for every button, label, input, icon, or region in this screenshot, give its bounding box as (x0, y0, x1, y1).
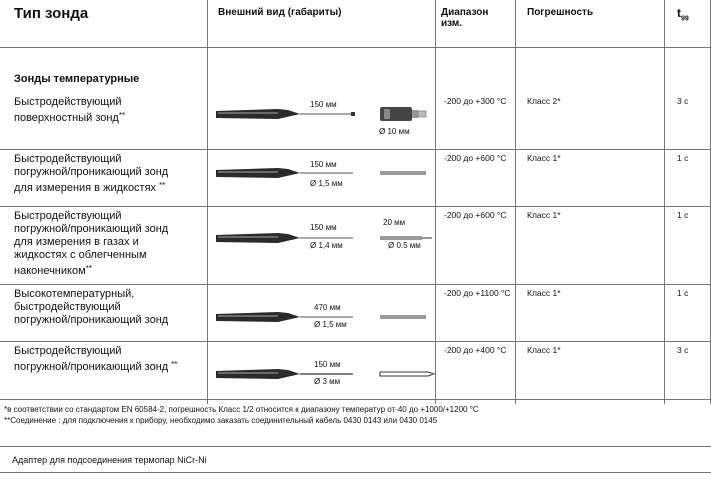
probe-name-line: для измерения в газах и (14, 236, 139, 248)
accuracy-value: Класс 1* (527, 345, 561, 355)
range-value: -200 до +600 °C (444, 153, 507, 163)
probe-tip-length-label: 20 мм (383, 218, 406, 227)
section-title: Зонды температурные (14, 73, 140, 85)
probe-name-line: погружной/проникающий зонд (14, 314, 169, 326)
probe-handle-highlight (218, 112, 278, 114)
probe-name-line: быстродействующий (14, 301, 121, 313)
probe-name (14, 96, 125, 125)
probe-diameter-label: Ø 1,5 мм (310, 179, 343, 188)
footnote: **Соединение : для подключения к прибору, необходимо заказать соединительный кабель 0430 0143 или 0430 0145 (4, 416, 438, 425)
row-rule (0, 341, 711, 342)
probe-tip-marker (351, 112, 355, 116)
probe-length-label: 150 мм (310, 100, 337, 109)
accuracy-value: Класс 1* (527, 153, 561, 163)
probe-diameter-label: Ø 1,4 мм (310, 241, 343, 250)
probe-name-line: Высокотемпературный, (14, 288, 135, 300)
probe-drawing-surface (208, 94, 436, 150)
probe-diameter-label: Ø 1,5 мм (314, 320, 347, 329)
table-row (0, 286, 711, 342)
range-value: -200 до +600 °C (444, 210, 507, 220)
accuracy-value: Класс 2* (527, 96, 561, 106)
header-t99-sub: 99 (681, 15, 689, 23)
probe-diameter-label: Ø 10 мм (379, 127, 410, 136)
surface-head-icon (380, 107, 426, 121)
probe-tip-view (380, 372, 434, 376)
probe-name-line: Быстродействующий (14, 96, 122, 108)
t99-value: 3 с (677, 345, 689, 355)
accuracy-value: Класс 1* (527, 288, 561, 298)
row-rule (0, 284, 711, 285)
probe-name-line: жидкостях с облегченным (14, 249, 147, 261)
header-accuracy: Погрешность (527, 7, 594, 18)
range-value: -200 до +300 °C (444, 96, 507, 106)
probe-length-label: 150 мм (310, 160, 337, 169)
probe-name-line: поверхностный зонд** (14, 111, 126, 124)
probe-name (14, 345, 178, 374)
header-rule (0, 47, 711, 48)
range-value: -200 до +1100 °C (444, 288, 511, 298)
footnotes (4, 404, 707, 426)
probe-length-label: 150 мм (314, 360, 341, 369)
table-bottom-rule (0, 399, 711, 400)
probe-handle-highlight (218, 171, 278, 173)
adapter-note: Адаптер для подсоединения термопар NiCr-Ni (12, 455, 207, 465)
accuracy-value: Класс 1* (527, 210, 561, 220)
probe-length-label: 470 мм (314, 303, 341, 312)
header-range-line1: Диапазон (441, 7, 489, 18)
header-range (441, 7, 488, 29)
footnote: *в соответствии со стандартом EN 60584-2, погрешность Класс 1/2 относится к диапазону температур от-40 до +1000/+1200 °C (4, 405, 479, 414)
table-row (0, 343, 711, 403)
probe-name-line: Быстродействующий (14, 210, 122, 222)
row-rule (0, 206, 711, 207)
table-row (0, 208, 711, 284)
t99-value: 1 с (677, 210, 689, 220)
probe-name-line: Быстродействующий (14, 153, 122, 165)
t99-value: 3 с (677, 96, 689, 106)
probe-name (14, 288, 168, 327)
probe-name (14, 210, 168, 278)
probe-handle-highlight (218, 372, 278, 374)
t99-value: 1 с (677, 153, 689, 163)
header-t99 (677, 6, 689, 22)
probe-drawing-immersion (208, 151, 436, 205)
t99-value: 1 с (677, 288, 689, 298)
range-value: -200 до +400 °C (444, 345, 507, 355)
probe-name-line: погружной/проникающий зонд (14, 166, 169, 178)
row-rule (0, 149, 711, 150)
probe-name-line: погружной/проникающий зонд ** (14, 360, 178, 373)
probe-handle-highlight (218, 236, 278, 238)
probe-name-line: для измерения в жидкостях ** (14, 181, 166, 194)
probe-handle-highlight (218, 315, 278, 317)
header-t99-base: t (677, 6, 681, 20)
header-type: Тип зонда (14, 5, 89, 22)
table-row (0, 94, 711, 150)
adapter-top-rule (0, 446, 711, 447)
header-range-line2: изм. (441, 18, 463, 29)
probe-name-line: Быстродействующий (14, 345, 122, 357)
probe-drawing-gas (208, 208, 436, 284)
probe-diameter-label: Ø 3 мм (314, 377, 341, 386)
probe-name-line: наконечником** (14, 264, 92, 277)
adapter-bottom-rule (0, 472, 711, 473)
table-row (0, 151, 711, 205)
probe-name-line: погружной/проникающий зонд (14, 223, 169, 235)
probe-drawing-hightemp (208, 286, 436, 342)
probe-length-label: 150 мм (310, 223, 337, 232)
probe-tip-diameter-label: Ø 0.5 мм (388, 241, 421, 250)
probe-drawing-immersion-3mm (208, 343, 436, 403)
probe-name (14, 153, 168, 195)
header-appearance: Внешний вид (габариты) (218, 7, 342, 18)
